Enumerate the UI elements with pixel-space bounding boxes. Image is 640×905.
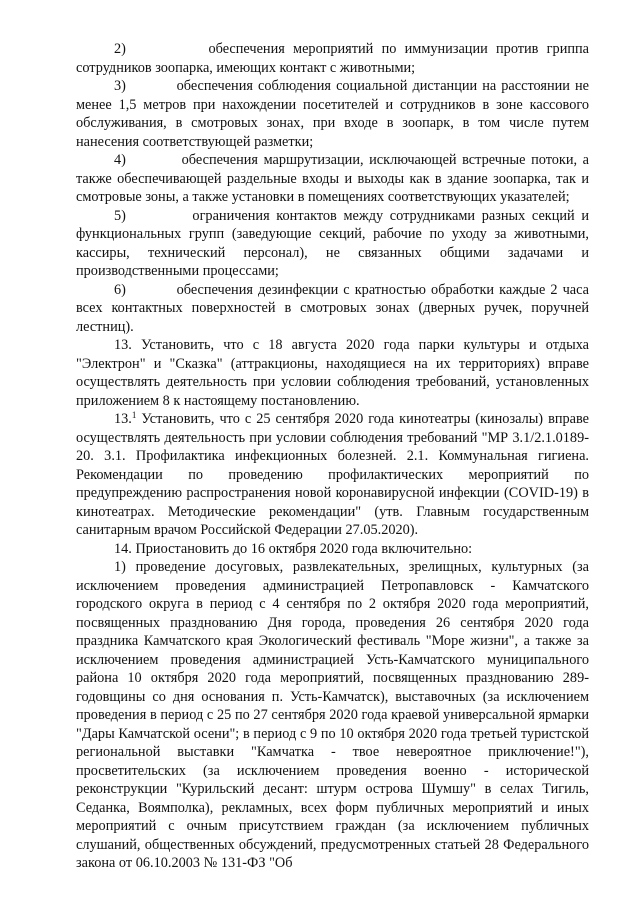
- list-item-2: 2) обеспечения мероприятий по иммунизации против гриппа сотрудников зоопарка, имеющих контакт с животными;: [76, 41, 589, 76]
- clause-14-item-1: 1) проведение досуговых, развлекательных, зрелищных, культурных (за исключением проведения администрацией Петропавловск - Камчатского городского округа в период с 4 сентября по 2 октября 2020 года мероприятий, посвященных празднованию Дня города, проведения 26 сентября 2020 года праздника Камчатского края Экологический фестиваль "Море жизни", а также за исключением проведения администрацией Усть-Камчатского муниципального района 10 октября 2020 года мероприятий, посвященных празднованию 289-годовщины со дня основания п. Усть-Камчатск), выставочных (за исключением проведения в период с 25 по 27 сентября 2020 года краевой универсальной ярмарки "Дары Камчатской осени"; в период с 9 по 10 октября 2020 года третьей туристской региональной выставки "Камчатка - твое невероятное приключение!"), просветительских (за исключением проведения военно - исторической реконструкции "Курильский десант: штурм острова Шумшу" в селах Тигиль, Седанка, Воямполка), рекламных, всех форм публичных мероприятий и иных мероприятий с очным присутствием граждан (за исключением публичных слушаний, общественных обсуждений, предусмотренных статьей 28 Федерального закона от 06.10.2003 № 131-ФЗ "Об: [76, 559, 589, 871]
- list-item-3: 3) обеспечения соблюдения социальной дистанции на расстоянии не менее 1,5 метров при нахождении посетителей и сотрудников в зоне кассового обслуживания, в смотровых зонах, при входе в зоопарк, в том числе путем нанесения соответствующей разметки;: [76, 78, 589, 150]
- clause-13-1-text: Установить, что с 25 сентября 2020 года кинотеатры (кинозалы) вправе осуществлять деятельность при условии соблюдения требований "МР 3.1/2.1.0189-20. 3.1. Профилактика инфекционных болезней. 2.1. Коммунальная гигиена. Рекомендации по проведению профилактических мероприятий по предупреждению распространения новой коронавирусной инфекции (COVID-19) в кинотеатрах. Методические рекомендации" (утв. Главным государственным санитарным врачом Российской Федерации 27.05.2020).: [76, 411, 589, 538]
- clause-13-1-number: 13.: [114, 411, 132, 427]
- clause-13-1: [76, 410, 589, 540]
- clause-13: 13. Установить, что с 18 августа 2020 года парки культуры и отдыха "Электрон" и "Сказка" (аттракционы, находящиеся на их территориях) вправе осуществлять деятельность при условии соблюдения требований, установленных приложением 8 к настоящему постановлению.: [76, 337, 589, 409]
- list-item-5: 5) ограничения контактов между сотрудниками разных секций и функциональных групп (заведующие секций, рабочие по уходу за животными, кассиры, технический персонал), не связанных общими задачами и производственными процессами;: [76, 207, 589, 279]
- list-item-4: 4) обеспечения маршрутизации, исключающей встречные потоки, а также обеспечивающей раздельные входы и выходы как в здание зоопарка, так и смотровые зоны, а также установки в помещениях соответствующих указателей;: [76, 152, 589, 205]
- clause-13-1-superscript: 1: [131, 410, 137, 420]
- list-item-6: 6) обеспечения дезинфекции с кратностью обработки каждые 2 часа всех контактных поверхностей в смотровых зонах (дверных ручек, поручней лестниц).: [76, 281, 589, 335]
- clause-14: 14. Приостановить до 16 октября 2020 года включительно:: [114, 540, 473, 557]
